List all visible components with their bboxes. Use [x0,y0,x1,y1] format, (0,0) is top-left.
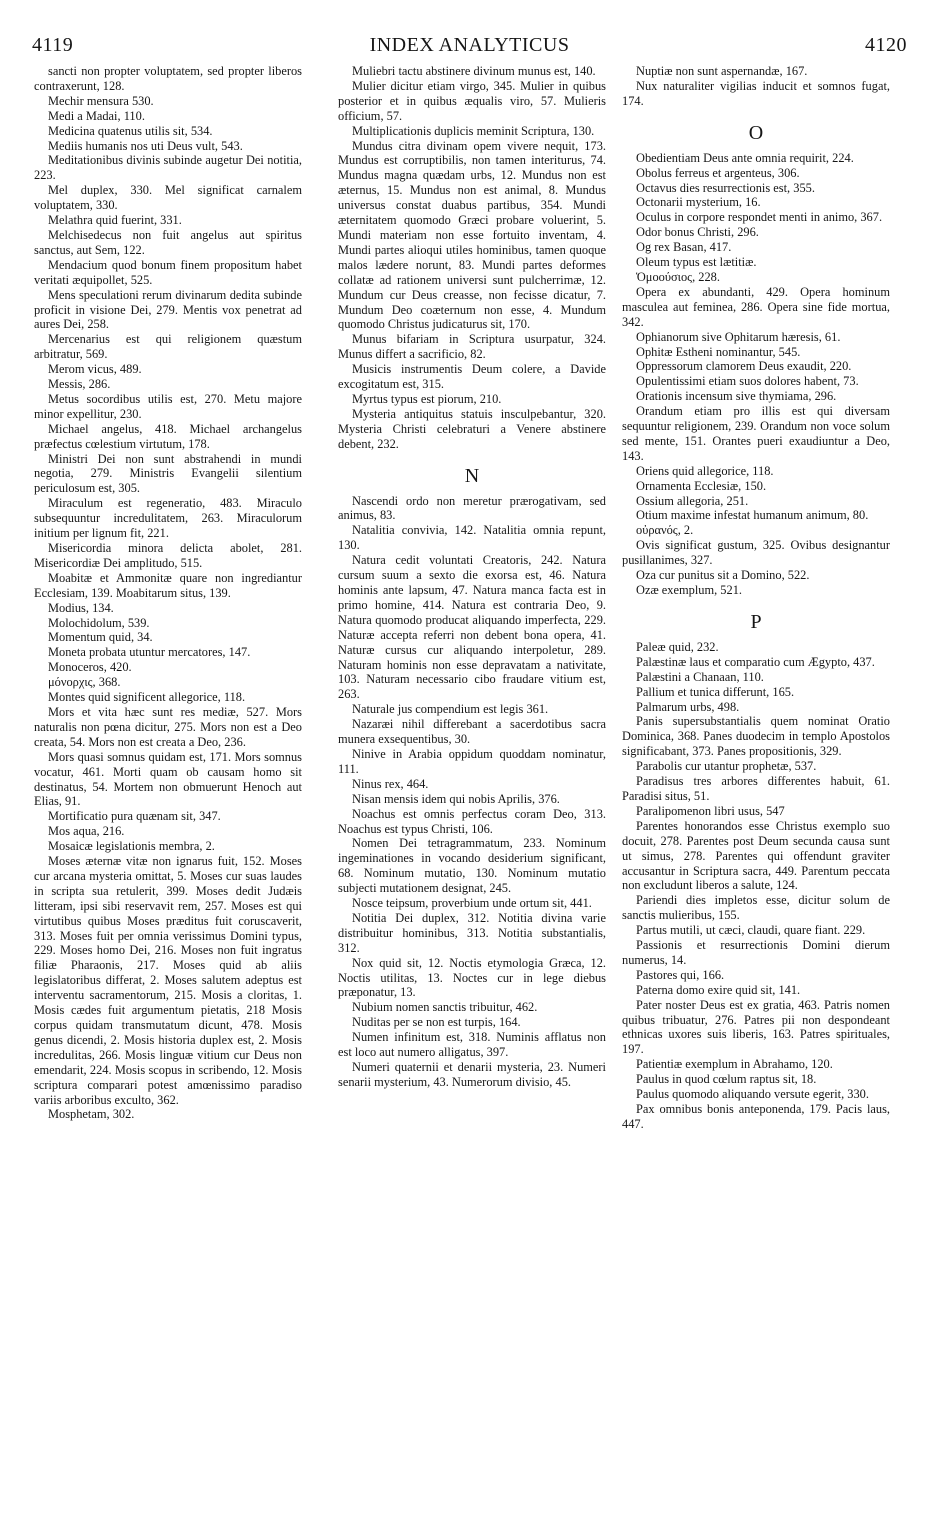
index-entry: Notitia Dei duplex, 312. Notitia divina varie distribuitur hominibus, 313. Notitia substantialis, 312. [338,910,606,955]
index-entry: Medi a Madai, 110. [48,108,145,123]
index-entry: Momentum quid, 34. [48,630,153,645]
index-entry: Ninus rex, 464. [352,776,429,791]
index-entry: Merom vicus, 489. [48,362,142,377]
index-entry: Paradisus tres arbores differentes habuit, 61. Paradisi situs, 51. [622,774,890,803]
index-entry: Montes quid significent allegorice, 118. [48,690,246,705]
index-entry: Mechir mensura 530. [48,93,154,108]
index-entry: Miraculum est regeneratio, 483. Miraculo subsequuntur incredulitatem, 263. Miraculorum initium per lignum fit, 221. [34,496,302,541]
section-letter: P [750,610,762,633]
index-entry: Melchisedecus non fuit angelus aut spiritus sanctus, aut Sem, 122. [34,227,302,257]
index-column-1 [34,64,302,1534]
index-entry: Mens speculationi rerum divinarum dedita subinde proficit in visione Dei, 279. Mentis vox penetrat ad aures Dei, 258. [34,287,302,332]
index-entry: Nascendi ordo non meretur prærogativam, sed animus, 83. [338,493,606,523]
index-entry: οὐρανός, 2. [636,523,694,538]
index-entry: Ossium allegoria, 251. [636,493,749,508]
index-entry: Octavus dies resurrectionis est, 355. [636,180,815,195]
index-entry: Moneta probata utuntur mercatores, 147. [48,645,251,660]
index-entry: Passionis et resurrectionis Domini dierum numerus, 14. [622,938,890,967]
right-page-number: 4120 [865,34,907,56]
index-entry: Nux naturaliter vigilias inducit et somnos fugat, 174. [622,78,890,108]
index-entry: Nox quid sit, 12. Noctis etymologia Græca, 12. Noctis utilitas, 13. Noctes cur in lege diebus præponatur, 13. [338,955,606,1000]
index-entry: Molochidolum, 539. [48,615,150,630]
index-entry: Meditationibus divinis subinde augetur Dei notitia, 223. [34,153,302,183]
index-entry: Multiplicationis duplicis meminit Scriptura, 130. [352,123,595,138]
index-entry: Monoceros, 420. [48,660,132,675]
index-entry: Musicis instrumentis Deum colere, a Davide excogitatum est, 315. [338,362,606,392]
index-entry: Mediis humanis nos uti Deus vult, 543. [48,138,243,153]
index-entry: Palæstinæ laus et comparatio cum Ægypto, 437. [636,654,875,669]
index-entry: Pater noster Deus est ex gratia, 463. Patris nomen quibus tribuatur, 276. Patres pii non despondeant ethnicas uxores suis liberis, 163. Patres spirituales, 197. [622,997,890,1057]
index-entry: Natura cedit voluntati Creatoris, 242. Natura cursum suum a sexto die exorsa est, 46. Natura hominis ante lapsum, 47. Natura manca facta est in primo homine, 414. Natura est contraria Deo, 9. Natura quomodo producat aliquando imperfecta, 229. Naturæ accepta referri non debent bona opera, 41. Naturæ cursus cur aliquando interpoletur, 289. Naturam hominis non esse depravatam a nativitate, 103. Naturam necessario cibo fraudare vitium est, 263. [338,553,606,702]
index-entry: Obedientiam Deus ante omnia requirit, 224. [636,150,854,165]
index-entry: Mysteria antiquitus statuis insculpebantur, 320. Mysteria Christi celebraturi a Venere abstinere debent, 232. [338,406,606,451]
index-entry: Modius, 134. [48,600,114,615]
index-entry: Patientiæ exemplum in Abrahamo, 120. [636,1057,833,1072]
index-entry: Natalitia convivia, 142. Natalitia omnia repunt, 130. [338,523,606,553]
index-entry: Moabitæ et Ammonitæ quare non ingrediantur Ecclesiam, 139. Moabitarum situs, 139. [34,570,302,600]
index-entry: Metus socordibus utilis est, 270. Metu majore minor expellitur, 230. [34,391,302,421]
index-entry: Pax omnibus bonis anteponenda, 179. Pacis laus, 447. [622,1102,890,1131]
index-entry: Melathra quid fuerint, 331. [48,213,182,228]
index-entry: Nuditas per se non est turpis, 164. [352,1015,521,1030]
index-entry: Og rex Basan, 417. [636,240,732,255]
index-entry: Mel duplex, 330. Mel significat carnalem voluptatem, 330. [34,183,302,213]
index-column-3 [622,64,890,1534]
index-entry: Palæstini a Chanaan, 110. [636,669,764,684]
index-entry: Oleum typus est lætitiæ. [636,255,757,270]
index-entry: Nisan mensis idem qui nobis Aprilis, 376. [352,791,560,806]
index-entry: Muliebri tactu abstinere divinum munus est, 140. [352,64,596,78]
index-entry: Oculus in corpore respondet menti in animo, 367. [636,210,883,225]
index-entry: Ovis significat gustum, 325. Ovibus designantur pusillanimes, 327. [622,538,890,568]
index-entry: μόνορχις, 368. [48,675,121,690]
index-entry: Pallium et tunica differunt, 165. [636,684,795,699]
index-entry: Mulier dicitur etiam virgo, 345. Mulier in quibus posterior et in quibus æqualis viro, 57. Mulieris officium, 57. [338,78,606,123]
index-entry: Nosce teipsum, proverbium unde ortum sit, 441. [352,896,592,911]
index-entry: sancti non propter voluptatem, sed propter liberos contraxerunt, 128. [34,64,302,93]
index-entry: Mors quasi somnus quidam est, 171. Mors somnus vocatur, 461. Morti quam ob causam homo sit destinatus, 54. Mortem non obmuerunt Henoch aut Elias, 91. [34,749,302,809]
index-entry: Odor bonus Christi, 296. [636,225,759,240]
index-entry: Ministri Dei non sunt abstrahendi in mundi negotia, 279. Ministris Evangelii silentium periculosum est, 305. [34,451,302,496]
index-entry: Palmarum urbs, 498. [636,699,740,714]
section-letter: N [464,464,480,487]
index-entry: Munus bifariam in Scriptura usurpatur, 324. Munus differt a sacrificio, 82. [338,332,606,362]
index-entry: Mosaicæ legislationis membra, 2. [48,839,215,854]
running-title: INDEX ANALYTICUS [369,34,570,56]
index-entry: Mercenarius est qui religionem quæstum arbitratur, 569. [34,332,302,362]
index-entry: Mors et vita hæc sunt res mediæ, 527. Mors naturalis non pœna dicitur, 275. Mors non est a Deo creata, 54. Mors non est creata a Deo, 236. [34,704,302,749]
index-entry: Ozæ exemplum, 521. [636,583,742,597]
index-entry: Medicina quatenus utilis sit, 534. [48,123,213,138]
index-entry: Numeri quaternii et denarii mysteria, 23. Numeri senarii mysterium, 43. Numerorum divisio, 45. [338,1060,606,1089]
index-entry: Orandum etiam pro illis est qui diversam sequuntur religionem, 239. Orandum non voce solum sed mente, 151. Orantes pueri exaudiuntur a Deo, 143. [622,404,890,463]
index-entry: Ophitæ Estheni nominantur, 545. [636,344,801,359]
index-entry: Panis supersubstantialis quem nominat Oratio Dominica, 368. Panes duodecim in templo Apostolos significabant, 373. Panes propositionis, 329. [622,714,890,759]
index-entry: Parentes honorandos esse Christus exemplo suo docuit, 278. Parentes post Deum secunda causa sunt ut simus, 278. Parentes qui offendunt graviter accusantur in Scriptura sacra, 449. Parentum peccata non excludunt liberos a salute, 124. [622,818,890,893]
index-entry: Ophianorum sive Ophitarum hæresis, 61. [636,329,841,344]
index-entry: Ornamenta Ecclesiæ, 150. [636,478,767,493]
index-entry: Mosphetam, 302. [48,1107,135,1122]
index-entry: Paulus in quod cœlum raptus sit, 18. [636,1072,817,1087]
index-entry: Oriens quid allegorice, 118. [636,463,774,478]
index-column-2 [338,64,606,1534]
index-entry: Opulentissimi etiam suos dolores habent, 73. [636,374,859,389]
index-entry: Mendacium quod bonum finem propositum habet veritati æquipollet, 525. [34,257,302,287]
index-entry: Nazaræi nihil differebant a sacerdotibus sacra munera exsequentibus, 30. [338,717,606,747]
index-entry: Opera ex abundanti, 429. Opera hominum masculea aut feminea, 286. Opera sine fide mortua, 342. [622,284,890,329]
index-entry: Pastores qui, 166. [636,967,725,982]
index-entry: Naturale jus compendium est legis 361. [352,702,549,717]
index-entry: Ninive in Arabia oppidum quoddam nominatur, 111. [338,746,606,776]
index-entry: Orationis incensum sive thymiama, 296. [636,389,837,404]
index-entry: Octonarii mysterium, 16. [636,195,761,210]
index-entry: Nuptiæ non sunt aspernandæ, 167. [636,64,808,78]
index-entry: Mos aqua, 216. [48,824,125,839]
index-entry: Parabolis cur utantur prophetæ, 537. [636,759,817,774]
index-entry: Moses æternæ vitæ non ignarus fuit, 152. Moses cur arcana mysteria omittat, 5. Moses cur suas laudes in scripta sua retulerit, 399. Moses dedit Judæis litteram, ipsi sibi reservavit rem, 257. Moses est qui virtutibus quibus Moses præditus fuit coruscaverit, 313. Moses fuit per omnia verissimus Domini typus, 229. Moses homo Dei, 216. Moses non fuit ingratus filiæ Pharaonis, 217. Moses quid ab aliis legislatoribus differat, 2. Moses salutem adeptus est interventu sacramentorum, 215. Mosis a cloritas, 1. Mosis cædes fuit argumentum pietatis, 218 Mosis corpus quidam transmutatum dicunt, 478. Mosis genus dicendi, 2. Mosis historia duplex est, 2. Mosis incredulitas, 266. Mosis linguæ vitium cur Deus non emendarit, 224. Mosis scopus in scribendo, 12. Mosis scriptura comparari potest amœnissimo paradiso variis arboribus exculto, 362. [34,854,302,1107]
index-entry: Michael angelus, 418. Michael archangelus præfectus cœlestium virtutum, 178. [34,421,302,451]
index-entry: Misericordia minora delicta abolet, 281. Misericordiæ Dei amplitudo, 515. [34,541,302,570]
index-entry: Mundus citra divinam opem vivere nequit, 173. Mundus est corruptibilis, non tamen interiturus, 74. Mundus magna quædam urbs, 12. Mundus non est æternus, 15. Mundus non est animal, 8. Mundus universus constat duabus partibus, 354. Mundi æternitatem quomodo Græci probare voluerint, 5. Mundi materiam non esse fortuito inventam, 4. Mundi partes alioqui utiles hominibus, tamen quoque malos lædere norunt, 83. Mundi partes deformes collatæ ad rationem universi sunt pulcherrimæ, 12. Mundum cur Deus creasse, non fecisse dicatur, 7. Mundum Deo coæternum non esse, 4. Mundum quomodo Christus judicaturus sit, 170. [338,138,606,332]
index-entry: Oza cur punitus sit a Domino, 522. [636,568,810,583]
index-entry: Numen infinitum est, 318. Numinis afflatus non est loco aut numero alligatus, 397. [338,1030,606,1060]
index-entry: Paleæ quid, 232. [636,639,719,654]
index-entry: Otium maxime infestat humanum animum, 80. [636,508,869,523]
index-entry: Myrtus typus est piorum, 210. [352,391,502,406]
index-entry: Pariendi dies impletos esse, dicitur solum de sanctis mulieribus, 155. [622,893,890,923]
index-entry: Nomen Dei tetragrammatum, 233. Nominum ingeminationes in vocando desiderium significant, 68. Nominum mutatio, 130. Nominum mutatio subjecti mutationem designat, 245. [338,836,606,896]
page-header [32,34,907,60]
section-letter: O [748,121,764,144]
index-entry: Nubium nomen sanctis tribuitur, 462. [352,1000,538,1015]
index-entry: Oppressorum clamorem Deus exaudit, 220. [636,359,852,374]
index-entry: Paterna domo exire quid sit, 141. [636,982,801,997]
index-entry: Paralipomenon libri usus, 547 [636,803,785,818]
index-entry: Obolus ferreus et argenteus, 306. [636,165,800,180]
index-entry: Ὁμοούσιος, 228. [636,269,720,284]
index-entry: Partus mutili, ut cæci, claudi, quare fiant. 229. [636,923,866,938]
index-entry: Noachus est omnis perfectus coram Deo, 313. Noachus est typus Christi, 106. [338,806,606,836]
index-entry: Paulus quomodo aliquando versute egerit, 330. [636,1087,869,1102]
left-page-number: 4119 [32,34,74,56]
index-entry: Messis, 286. [48,377,111,392]
index-entry: Mortificatio pura quænam sit, 347. [48,809,221,824]
